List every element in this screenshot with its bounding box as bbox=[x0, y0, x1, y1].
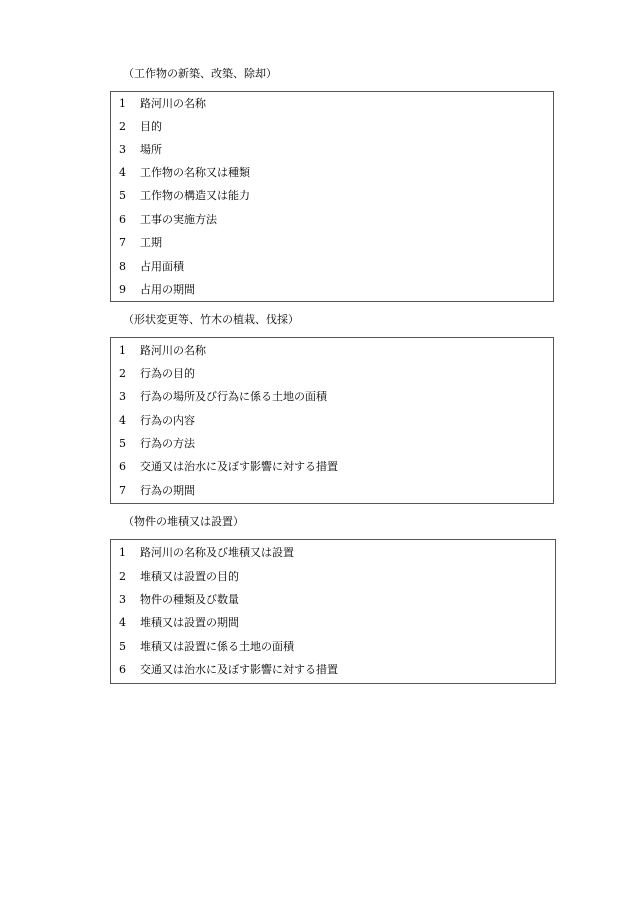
item-number: 6 bbox=[119, 213, 126, 226]
section-2-heading: （形状変更等、竹木の植栽、伐採） bbox=[123, 313, 299, 326]
item-text: 堆積又は設置に係る土地の面積 bbox=[140, 640, 294, 653]
section-1-heading: （工作物の新築、改築、除却） bbox=[123, 67, 277, 80]
item-number: 7 bbox=[119, 484, 126, 497]
item-text: 堆積又は設置の期間 bbox=[140, 616, 239, 629]
item-number: 5 bbox=[119, 437, 126, 450]
item-text: 占用の期間 bbox=[140, 283, 195, 296]
section-3-box bbox=[110, 539, 556, 684]
item-number: 2 bbox=[119, 570, 126, 583]
item-number: 1 bbox=[119, 546, 126, 559]
section-1-box bbox=[110, 91, 554, 302]
item-number: 7 bbox=[119, 236, 126, 249]
item-number: 2 bbox=[119, 367, 126, 380]
item-text: 行為の内容 bbox=[140, 414, 195, 427]
item-number: 6 bbox=[119, 663, 126, 676]
item-text: 路河川の名称 bbox=[140, 344, 206, 357]
item-text: 工作物の構造又は能力 bbox=[140, 189, 250, 202]
item-number: 1 bbox=[119, 97, 126, 110]
item-text: 工期 bbox=[140, 236, 162, 249]
section-2-box bbox=[110, 337, 554, 504]
item-text: 工作物の名称又は種類 bbox=[140, 166, 250, 179]
item-text: 行為の目的 bbox=[140, 367, 195, 380]
item-number: 6 bbox=[119, 460, 126, 473]
item-number: 9 bbox=[119, 283, 126, 296]
item-text: 工事の実施方法 bbox=[140, 213, 217, 226]
section-3-heading: （物件の堆積又は設置） bbox=[123, 515, 244, 528]
item-text: 路河川の名称 bbox=[140, 97, 206, 110]
item-text: 交通又は治水に及ぼす影響に対する措置 bbox=[140, 663, 338, 676]
item-number: 1 bbox=[119, 344, 126, 357]
item-text: 交通又は治水に及ぼす影響に対する措置 bbox=[140, 460, 338, 473]
item-number: 3 bbox=[119, 593, 126, 606]
item-text: 場所 bbox=[140, 143, 162, 156]
item-number: 5 bbox=[119, 640, 126, 653]
item-text: 路河川の名称及び堆積又は設置 bbox=[140, 546, 294, 559]
item-text: 行為の場所及び行為に係る土地の面積 bbox=[140, 390, 327, 403]
item-number: 4 bbox=[119, 166, 126, 179]
item-text: 物件の種類及び数量 bbox=[140, 593, 239, 606]
item-text: 行為の方法 bbox=[140, 437, 195, 450]
item-text: 堆積又は設置の目的 bbox=[140, 570, 239, 583]
item-text: 行為の期間 bbox=[140, 484, 195, 497]
item-number: 2 bbox=[119, 120, 126, 133]
item-number: 4 bbox=[119, 616, 126, 629]
item-number: 3 bbox=[119, 143, 126, 156]
item-number: 5 bbox=[119, 189, 126, 202]
item-number: 3 bbox=[119, 390, 126, 403]
item-number: 4 bbox=[119, 414, 126, 427]
item-text: 目的 bbox=[140, 120, 162, 133]
item-text: 占用面積 bbox=[140, 260, 184, 273]
item-number: 8 bbox=[119, 260, 126, 273]
